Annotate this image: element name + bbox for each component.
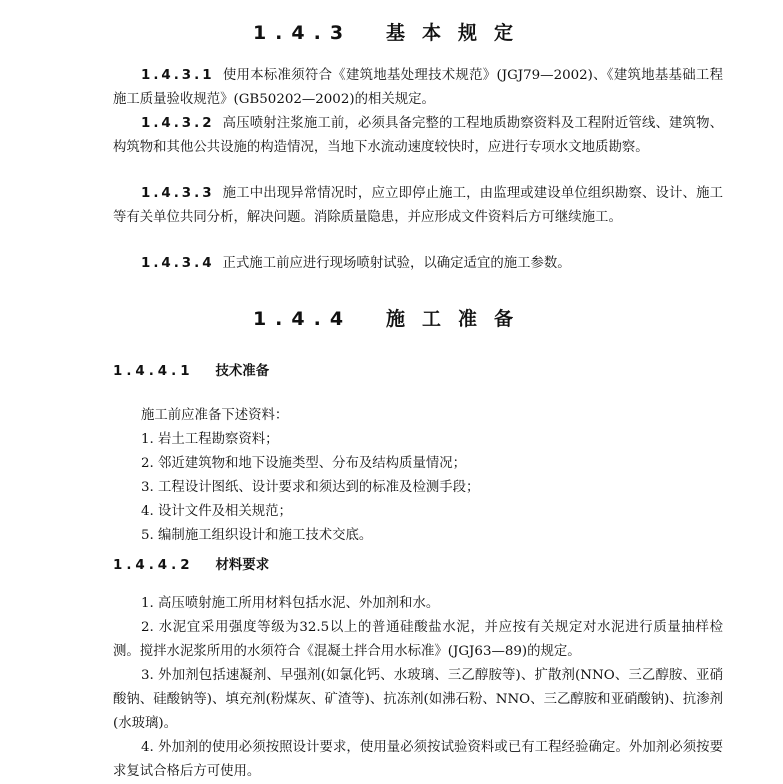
section-number: 1.4.3 bbox=[252, 22, 353, 44]
clause-number: 1.4.3.2 bbox=[141, 116, 215, 131]
list-item: 2. 邻近建筑物和地下设施类型、分布及结构质量情况； bbox=[141, 456, 467, 471]
clause-number: 1.4.3.3 bbox=[141, 186, 215, 201]
section-title: 基本规定 bbox=[386, 22, 531, 44]
subsection-number: 1.4.4.1 bbox=[113, 364, 194, 379]
subsection-title: 材料要求 bbox=[215, 558, 270, 573]
clause-1-4-3-3 bbox=[113, 182, 723, 230]
list-item: 4. 设计文件及相关规范； bbox=[141, 504, 292, 519]
list-item: 4. 外加剂的使用必须按照设计要求，使用量必须按试验资料或已有工程经验确定。外加剂必须按要求复试合格后方可使用。 bbox=[113, 740, 723, 779]
clause-1-4-3-4 bbox=[113, 252, 723, 276]
clause-number: 1.4.3.1 bbox=[141, 68, 215, 83]
list-item: 1. 岩土工程勘察资料； bbox=[141, 432, 279, 447]
section-heading-1-4-3 bbox=[0, 18, 783, 45]
clause-1-4-3-2 bbox=[113, 112, 723, 160]
subsection-1-4-4-1 bbox=[113, 360, 269, 379]
list-item: 3. 工程设计图纸、设计要求和须达到的标准及检测手段； bbox=[141, 480, 480, 495]
clause-text: 施工中出现异常情况时，应立即停止施工，由监理或建设单位组织勘察、设计、施工等有关单位共同分析，解决问题。消除质量隐患，并应形成文件资料后方可继续施工。 bbox=[113, 186, 723, 225]
clause-text: 使用本标准须符合《建筑地基处理技术规范》(JGJ79—2002)、《建筑地基基础工程施工质量验收规范》(GB50202—2002)的相关规定。 bbox=[113, 68, 723, 107]
tech-intro: 施工前应准备下述资料： bbox=[141, 408, 289, 423]
subsection-number: 1.4.4.2 bbox=[113, 558, 194, 573]
list-item: 3. 外加剂包括速凝剂、早强剂(如氯化钙、水玻璃、三乙醇胺等)、扩散剂(NNO、三乙醇胺、亚硝酸钠、硅酸钠等)、填充剂(粉煤灰、矿渣等)、抗冻剂(如沸石粉、NNO、三乙醇胺和亚硝酸钠)、抗渗剂(水玻璃)。 bbox=[113, 668, 723, 731]
clause-text: 正式施工前应进行现场喷射试验，以确定适宜的施工参数。 bbox=[222, 256, 571, 271]
clause-text: 高压喷射注浆施工前，必须具备完整的工程地质勘察资料及工程附近管线、建筑物、构筑物和其他公共设施的构造情况，当地下水流动速度较快时，应进行专项水文地质勘察。 bbox=[113, 116, 723, 155]
subsection-title: 技术准备 bbox=[215, 364, 270, 379]
clause-number: 1.4.3.4 bbox=[141, 256, 215, 271]
clause-1-4-3-1 bbox=[113, 64, 723, 112]
list-item: 5. 编制施工组织设计和施工技术交底。 bbox=[141, 528, 373, 543]
list-item: 2. 水泥宜采用强度等级为32.5以上的普通硅酸盐水泥，并应按有关规定对水泥进行质量抽样检测。搅拌水泥浆所用的水须符合《混凝土拌合用水标准》(JGJ63—89)的规定。 bbox=[113, 620, 723, 659]
section-title: 施工准备 bbox=[386, 308, 531, 330]
section-heading-1-4-4 bbox=[0, 304, 783, 331]
section-number: 1.4.4 bbox=[252, 308, 353, 330]
list-item: 1. 高压喷射施工所用材料包括水泥、外加剂和水。 bbox=[141, 596, 440, 611]
subsection-1-4-4-2 bbox=[113, 554, 269, 573]
